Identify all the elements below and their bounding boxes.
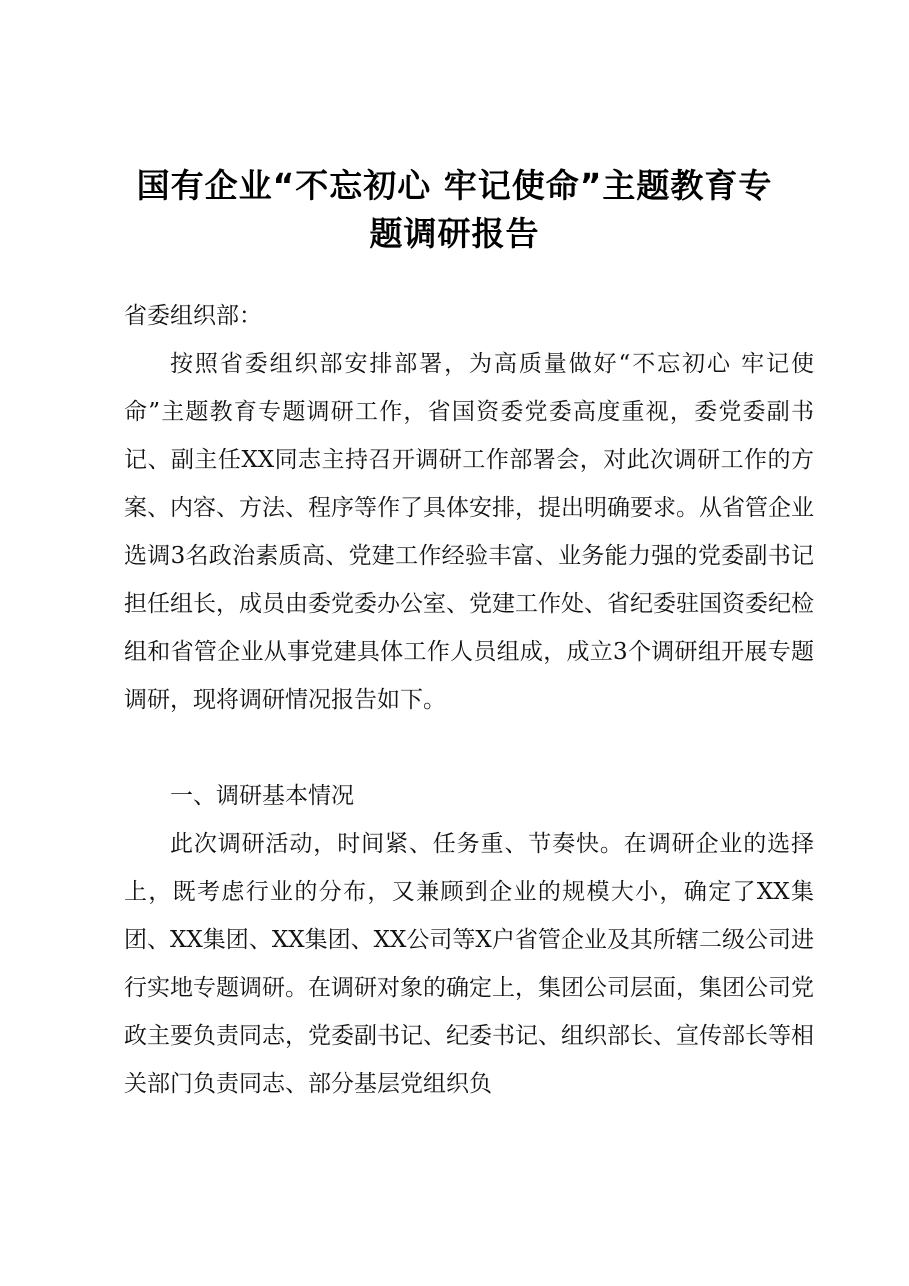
document-title-line-1: 国有企业“不忘初心 牢记使命”主题教育专 [136, 166, 773, 205]
salutation: 省委组织部： [124, 303, 262, 329]
document-title-line-2: 题调研报告 [369, 214, 540, 253]
paragraph-intro: 按照省委组织部安排部署，为高质量做好“不忘初心 牢记使命”主题教育专题调研工作，省国资委党委高度重视，委党委副书记、副主任XX同志主持召开调研工作部署会，对此次调研工作的方案、内容、方法、程序等作了具体安排，提出明确要求。从省管企业选调3名政治素质高、党建工作经验丰富、业务能力强的党委副书记担任组长，成员由委党委办公室、党建工作处、省纪委驻国资委纪检组和省管企业从事党建具体工作人员组成，成立3个调研组开展专题调研，现将调研情况报告如下。 [124, 351, 814, 713]
paragraph-section-1: 此次调研活动，时间紧、任务重、节奏快。在调研企业的选择上，既考虑行业的分布，又兼顾到企业的规模大小，确定了XX集团、XX集团、XX集团、XX公司等X户省管企业及其所辖二级公司进行实地专题调研。在调研对象的确定上，集团公司层面，集团公司党政主要负责同志，党委副书记、纪委书记、组织部长、宣传部长等相关部门负责同志、部分基层党组织负 [124, 831, 814, 1097]
section-heading-1: 一、调研基本情况 [170, 783, 354, 809]
